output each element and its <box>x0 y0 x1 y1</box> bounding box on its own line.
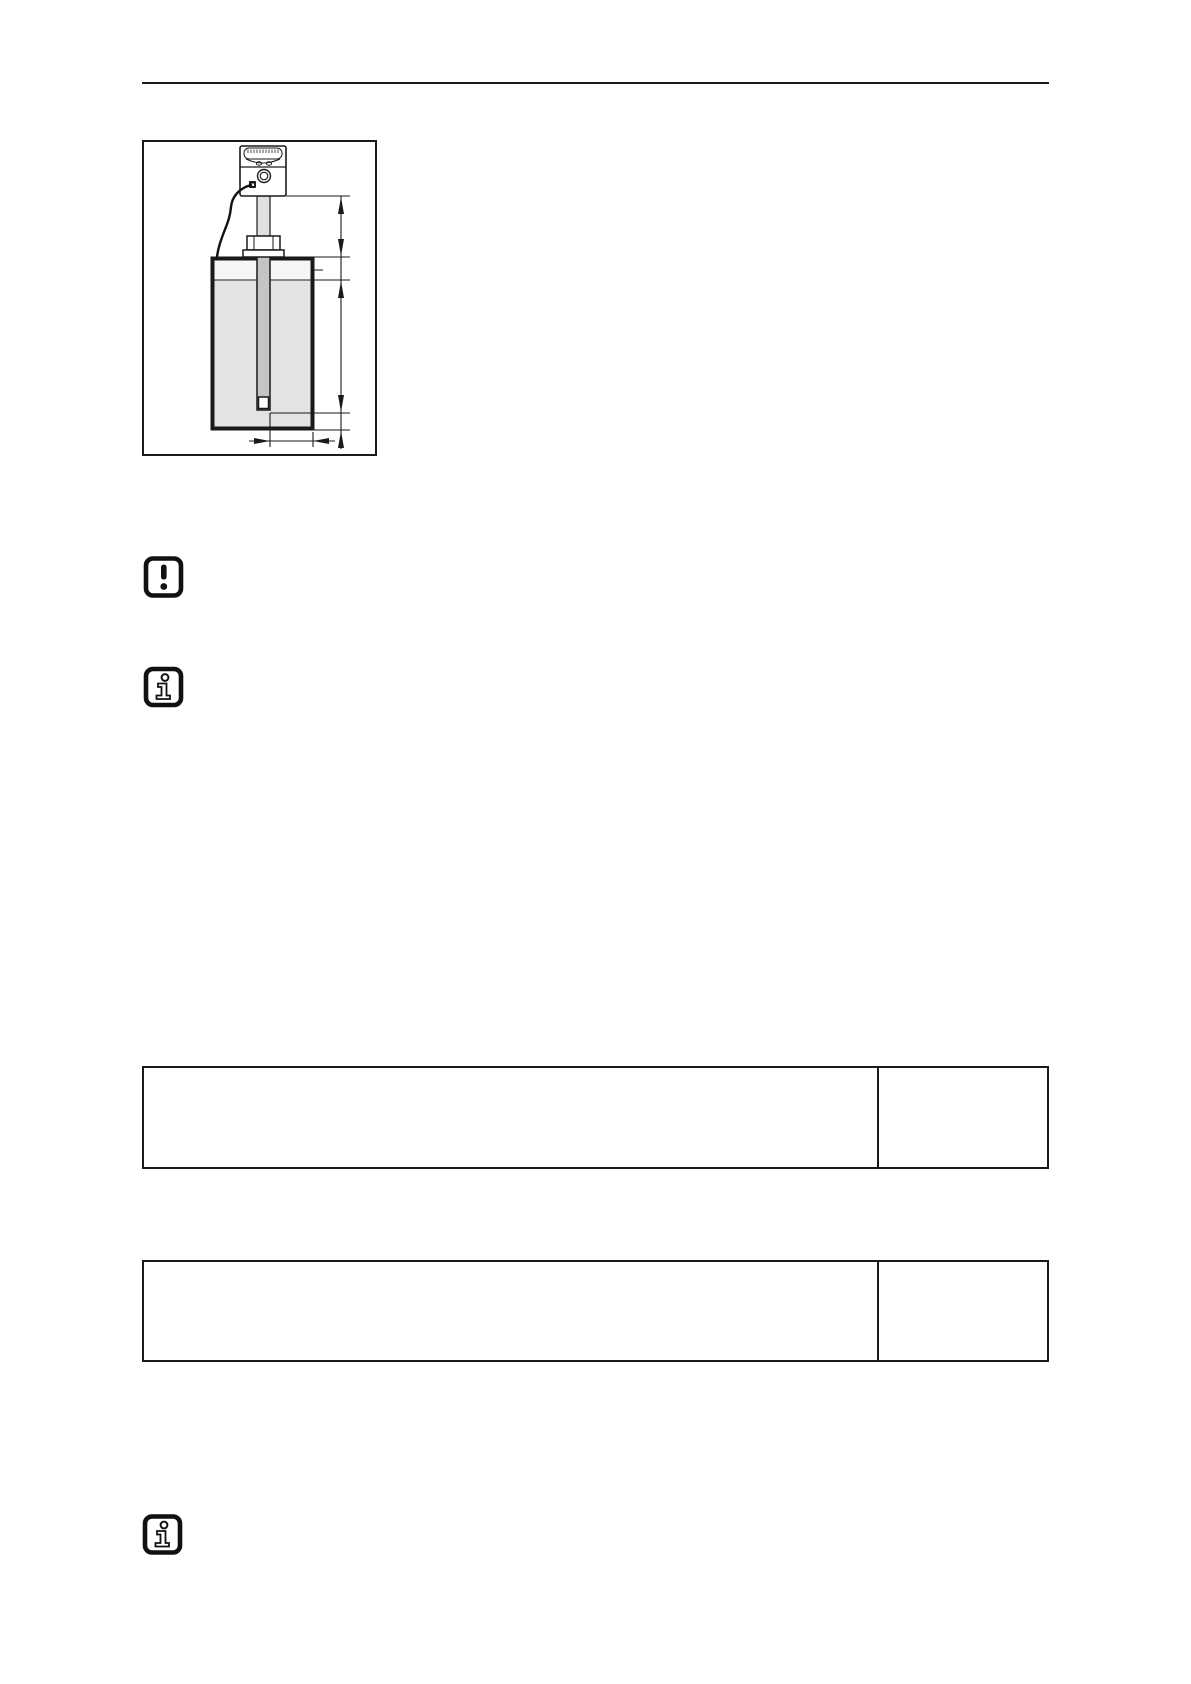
info-note-2 <box>142 1513 183 1556</box>
header-rule <box>142 82 1049 84</box>
info-note-1 <box>143 666 184 708</box>
probe-tip <box>259 397 269 409</box>
table-1-cell-1 <box>144 1068 877 1167</box>
tank-installation-diagram <box>142 140 377 456</box>
info-icon <box>143 666 184 708</box>
table-2 <box>142 1260 1049 1362</box>
sensor-neck <box>257 196 270 236</box>
process-connection-nut <box>247 236 280 250</box>
table-1 <box>142 1066 1049 1169</box>
info-icon <box>142 1513 183 1556</box>
flange <box>243 250 284 257</box>
table-1-cell-2 <box>877 1068 1047 1167</box>
table-2-cell-2 <box>877 1262 1047 1360</box>
warning-note <box>143 555 184 599</box>
probe-rod <box>257 251 270 410</box>
warning-icon <box>143 555 184 599</box>
table-2-cell-1 <box>144 1262 877 1360</box>
sensor-head <box>240 146 286 196</box>
installation-figure <box>142 140 377 456</box>
